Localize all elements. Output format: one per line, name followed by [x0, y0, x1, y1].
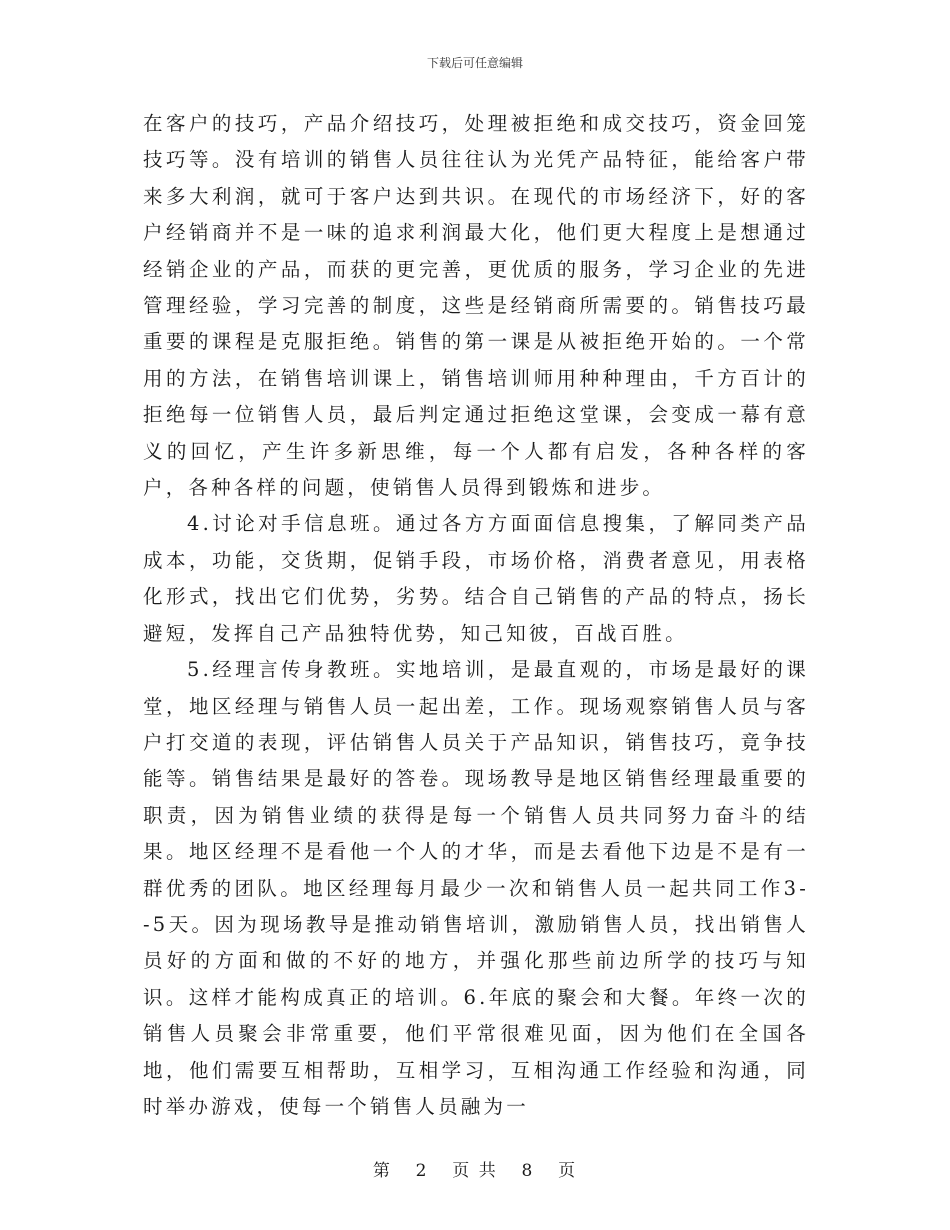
footer-prefix: 第 [372, 1161, 392, 1181]
paragraph-sales-skills: 在客户的技巧，产品介绍技巧，处理被拒绝和成交技巧，资金回笼技巧等。没有培训的销售人员往往认为光凭产品特征，能给客户带来多大利润，就可于客户达到共识。在现代的市场经济下，好的客户经销商并不是一味的追求利润最大化，他们更大程度上是想通过经销企业的产品，而获的更完善，更优质的服务，学习企业的先进管理经验，学习完善的制度，这些是经销商所需要的。销售技巧最重要的课程是克服拒绝。销售的第一课是从被拒绝开始的。一个常用的方法，在销售培训课上，销售培训师用种种理由，千方百计的拒绝每一位销售人员，最后判定通过拒绝这堂课，会变成一幕有意义的回忆，产生许多新思维，每一个人都有启发，各种各样的客户，各种各样的问题，使销售人员得到锻炼和进步。 [143, 112, 809, 500]
total-page-count: 8 [521, 1161, 535, 1181]
current-page-number: 2 [415, 1161, 429, 1181]
footer-middle: 页 共 [452, 1161, 498, 1181]
document-body [143, 106, 809, 1125]
paragraph-manager-training: 5.经理言传身教班。实地培训，是最直观的，市场是最好的课堂，地区经理与销售人员一起出差，工作。现场观察销售人员与客户打交道的表现，评估销售人员关于产品知识，销售技巧，竟争技能等。销售结果是最好的答卷。现场教导是地区销售经理最重要的职责，因为销售业绩的获得是每一个销售人员共同努力奋斗的结果。地区经理不是看他一个人的才华，而是去看他下边是不是有一群优秀的团队。地区经理每月最少一次和销售人员一起共同工作3--5天。因为现场教导是推动销售培训，激励销售人员，找出销售人员好的方面和做的不好的地方，并强化那些前边所学的技巧与知识。这样才能构成真正的培训。6.年底的聚会和大餐。年终一次的销售人员聚会非常重要，他们平常很难见面，因为他们在全国各地，他们需要互相帮助，互相学习，互相沟通工作经验和沟通，同时举办游戏，使每一个销售人员融为一 [143, 658, 809, 1118]
footer-suffix: 页 [558, 1161, 578, 1181]
page-footer [0, 1156, 950, 1181]
header-note: 下载后可任意编辑 [426, 56, 523, 70]
paragraph-competitor-info: 4.讨论对手信息班。通过各方方面面信息搜集，了解同类产品成本，功能，交货期，促销手段，市场价格，消费者意见，用表格化形式，找出它们优势，劣势。结合自己销售的产品的特点，扬长避短，发挥自己产品独特优势，知己知彼，百战百胜。 [143, 512, 809, 645]
